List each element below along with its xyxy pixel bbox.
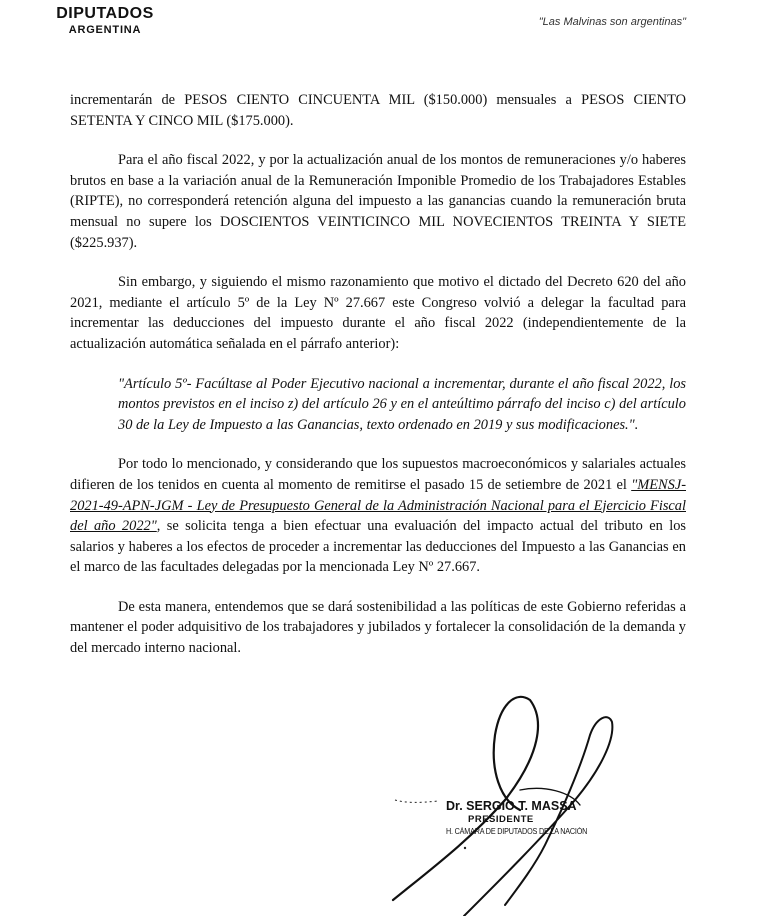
signer-role: PRESIDENTE <box>468 814 534 825</box>
paragraph-5: De esta manera, entendemos que se dará sostenibilidad a las políticas de este Gobierno referidas a mantener el poder adquisitivo de los trabajadores y jubilados y fortalecer la consolidación de la demanda y del mercado interno nacional. <box>70 598 686 657</box>
budget-message-reference: "MENSJ-2021-49-APN-JGM - Ley de Presupuesto General de la Administración Nacional para el Ejercicio Fiscal del año 2022" <box>70 476 686 535</box>
paragraph-4-end: , se solicita tenga a bien efectuar una evaluación del impacto actual del tributo en los salarios y haberes a los efectos de proceder a incrementar las deducciones del Impuesto a las Ganancias en el marco de las facultades delegadas por la mencionada Ley Nº 27.667. <box>70 518 687 576</box>
brand-subtitle: ARGENTINA <box>68 24 142 36</box>
signature-block <box>446 799 603 838</box>
header-motto: "Las Malvinas son argentinas" <box>538 16 686 28</box>
quoted-article: "Artículo 5º- Facúltase al Poder Ejecutivo nacional a incrementar, durante el año fiscal 2022, los montos previstos en el inciso z) del artículo 26 y en el anteúltimo párrafo del inciso c) del artículo 30 de la Ley de Impuesto a las Ganancias, texto ordenado en 2019 y sus modificaciones.". <box>118 375 686 433</box>
signer-chamber: H. CÁMARA DE DIPUTADOS DE LA NACIÓN <box>446 827 588 836</box>
paragraph-2: Para el año fiscal 2022, y por la actualización anual de los montos de remuneraciones y/o haberes brutos en base a la variación anual de la Remuneración Imponible Promedio de los Trabajadores Estables (RIPTE), no corresponderá retención alguna del impuesto a las ganancias cuando la remuneración bruta mensual no supere los DOSCIENTOS VEINTICINCO MIL NOVECIENTOS TREINTA Y SIETE ($225.937). <box>70 152 686 251</box>
paragraph-3: Sin embargo, y siguiendo el mismo razonamiento que motivo el dictado del Decreto 620 del año 2021, mediante el artículo 5º de la Ley Nº 27.667 este Congreso volvió a delegar la facultad para incrementar las deducciones del impuesto durante el año fiscal 2022 (independientemente de la actualización automática señalada en el párrafo anterior): <box>70 274 686 352</box>
document-body <box>70 90 686 678</box>
page-header <box>0 0 768 60</box>
brand-title: DIPUTADOS <box>56 5 154 22</box>
paragraph-4-start: Por todo lo mencionado, y considerando que los supuestos macroeconómicos y salariales actuales difieren de los tenidos en cuenta al momento de remitirse el pasado 15 de setiembre de 2021 el <box>70 456 686 493</box>
brand-logo <box>55 5 155 37</box>
paragraph-4 <box>70 454 686 578</box>
signer-name: Dr. SERGIO T. MASSA <box>446 799 577 813</box>
paragraph-1: incrementarán de PESOS CIENTO CINCUENTA MIL ($150.000) mensuales a PESOS CIENTO SETENTA Y CINCO MIL ($175.000). <box>70 92 686 129</box>
